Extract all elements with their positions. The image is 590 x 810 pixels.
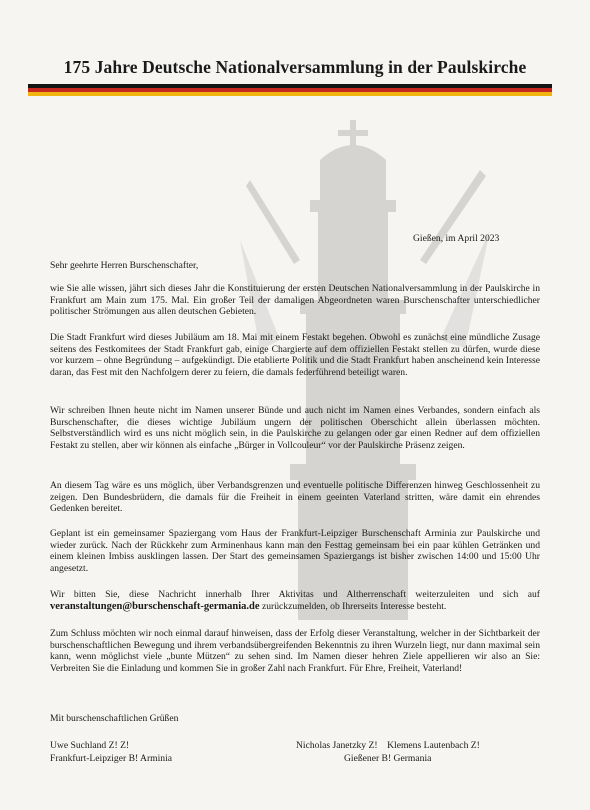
flag-stripe-bar xyxy=(28,84,552,96)
paragraph-aufruf: Zum Schluss möchten wir noch einmal darauf hinweisen, dass der Erfolg dieser Veranstaltung, welcher in der Sichtbarkeit der burschenschaftlichen Bewegung und ihrem verbandsübergreifenden Bekenntnis zu ihren Wurzeln liegt, nur dann maximal sein kann, wenn möglichst viele „bunte Mützen“ zu sehen sind. Im Namen dieser hehren Ziele appellieren wir also an Sie: Verbreiten Sie die Einladung und kommen Sie in großer Zahl nach Frankfurt. Für Ehre, Freiheit, Vaterland! xyxy=(50,628,540,674)
contact-text-before: Wir bitten Sie, diese Nachricht innerhalb Ihrer Aktivitas und Altherrenschaft weiterzuleiten und sich auf xyxy=(50,589,540,600)
paragraph-kontakt xyxy=(50,589,540,612)
letter-title: 175 Jahre Deutsche Nationalversammlung in der Paulskirche xyxy=(63,57,527,77)
paragraph-festakt: Die Stadt Frankfurt wird dieses Jubiläum am 18. Mai mit einem Festakt begehen. Obwohl es zunächst eine mündliche Zusage seitens des Festkomitees der Stadt Frankfurt gab, einige Chargierte auf dem offiziellen Festakt stellen zu dürfen, wurde diese vor kurzem – ohne Begründung – aufgekündigt. Die etablierte Politik und die Stadt Frankfurt haben anscheinend kein Interesse daran, das Fest mit den Nachfolgern derer zu feiern, die damals federführend beteiligt waren. xyxy=(50,332,540,378)
contact-text-after: zurückzumelden, ob Ihrerseits Interesse besteht. xyxy=(259,600,447,612)
paragraph-intro: wie Sie alle wissen, jährt sich dieses Jahr die Konstituierung der ersten Deutschen Nationalversammlung in der Paulskirche in Frankfurt am Main zum 175. Mal. Ein großer Teil der damaligen Abgeordneten waren Burschenschafter unterschiedlicher politischer Strömungen aus allen deutschen Gebieten. xyxy=(50,283,540,318)
signature-right-organization: Gießener B! Germania xyxy=(344,753,432,764)
signature-left-name: Uwe Suchland Z! Z! xyxy=(50,740,130,751)
closing-greeting: Mit burschenschaftlichen Grüßen xyxy=(50,713,179,724)
paragraph-anliegen: Wir schreiben Ihnen heute nicht im Namen unserer Bünde und auch nicht im Namen eines Verbandes, sondern einfach als Burschenschafter, die dieses wichtige Jubiläum ungern der politischen Oberschicht allein überlassen möchten. Selbstverständlich wird es uns nicht möglich sein, in die Paulskirche zu gelangen oder gar einen Redner auf dem offiziellen Festakt zu stellen, aber wir können als einfache „Bürger in Vollcouleur“ vor der Paulskirche Präsenz zeigen. xyxy=(50,405,540,451)
place-date: Gießen, im April 2023 xyxy=(413,233,500,244)
paragraph-geschlossenheit: An diesem Tag wäre es uns möglich, über Verbandsgrenzen und eventuelle politische Differenzen hinweg Geschlossenheit zu zeigen. Den Bundesbrüdern, die damals für die Freiheit in einem geeinten Vaterland stritten, wäre damit ein ehrendes Gedenken bereitet. xyxy=(50,480,540,515)
paragraph-spaziergang: Geplant ist ein gemeinsamer Spaziergang vom Haus der Frankfurt-Leipziger Burschenschaft Arminia zur Paulskirche und wieder zurück. Nach der Rückkehr zum Arminenhaus kann man den Festtag gemeinsam bei ein paar kühlen Getränken und einem kleinen Imbiss ausklingen lassen. Der Start des gemeinsamen Spaziergangs ist bisher zwischen 14:00 und 15:00 Uhr angesetzt. xyxy=(50,528,540,574)
salutation: Sehr geehrte Herren Burschenschafter, xyxy=(50,260,199,271)
signature-left-organization: Frankfurt-Leipziger B! Arminia xyxy=(50,753,173,764)
contact-email-link[interactable]: veranstaltungen@burschenschaft-germania.de xyxy=(50,600,260,612)
flag-stripe-gold-left xyxy=(28,92,290,96)
flag-stripe-gold-right xyxy=(290,92,552,96)
signature-right-names: Nicholas Janetzky Z! Klemens Lautenbach Z! xyxy=(296,740,480,751)
